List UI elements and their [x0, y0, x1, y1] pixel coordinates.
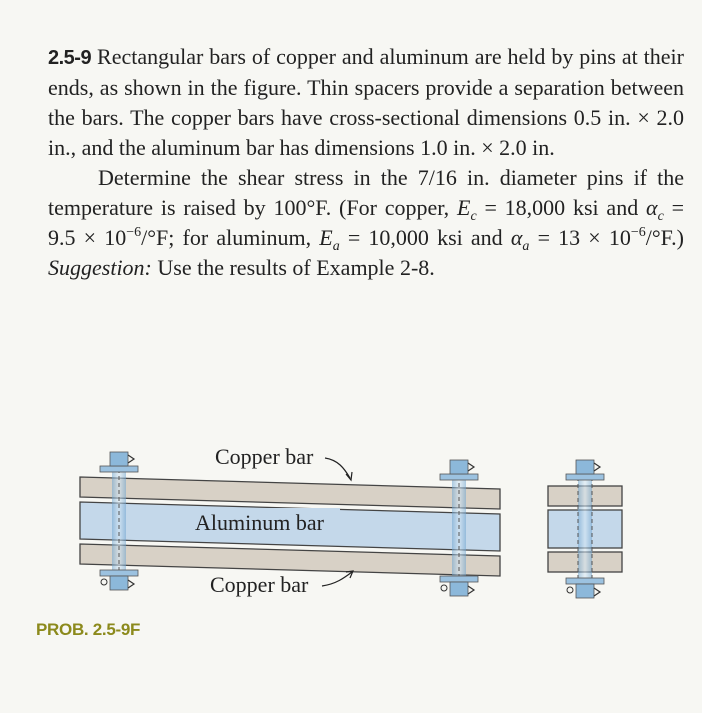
subscript-c: c — [470, 209, 477, 224]
text-seg: = 10,000 ksi and — [339, 225, 511, 250]
text-seg: Use the results of Example 2-8. — [151, 255, 435, 280]
text-seg: = 13 × 10 — [529, 225, 631, 250]
subscript-a: a — [522, 239, 530, 254]
front-view — [80, 444, 500, 597]
symbol-E: E — [456, 195, 471, 220]
suggestion-label: Suggestion: — [48, 255, 152, 280]
label-aluminum-bar: Aluminum bar — [195, 510, 324, 535]
symbol-alpha: α — [646, 195, 658, 220]
subscript-a: a — [332, 239, 340, 254]
exponent: −6 — [126, 225, 142, 240]
figure-caption: PROB. 2.5-9F — [36, 620, 141, 639]
label-copper-bar-top: Copper bar — [215, 444, 314, 469]
symbol-E: E — [319, 225, 333, 250]
text-seg: /°F.) — [645, 225, 684, 250]
end-view — [548, 460, 622, 598]
text-seg: /°F; for aluminum, — [141, 225, 320, 250]
text-seg: Determine the shear stress in the 7/16 in. diameter pins if the temperature is raised by 100°F. (For copper, — [48, 165, 684, 220]
exponent: −6 — [630, 225, 646, 240]
label-copper-bar-bottom: Copper bar — [210, 572, 309, 597]
text-seg: = 18,000 ksi and — [476, 195, 646, 220]
text-seg: = 9.5 × 10 — [48, 195, 684, 250]
symbol-alpha: α — [510, 225, 523, 250]
problem-number: 2.5-9 — [48, 47, 92, 69]
subscript-c: c — [657, 209, 664, 224]
problem-text-1: Rectangular bars of copper and aluminum are held by pins at their ends, as shown in the figure. Thin spacers provide a separation between the bars. The copper bars have cross-sectional dimensions 0.5 in. × 2.0 in., and the aluminum bar has dimensions 1.0 in. × 2.0 in. — [48, 44, 684, 160]
leader-arrow-bottom — [322, 572, 352, 586]
